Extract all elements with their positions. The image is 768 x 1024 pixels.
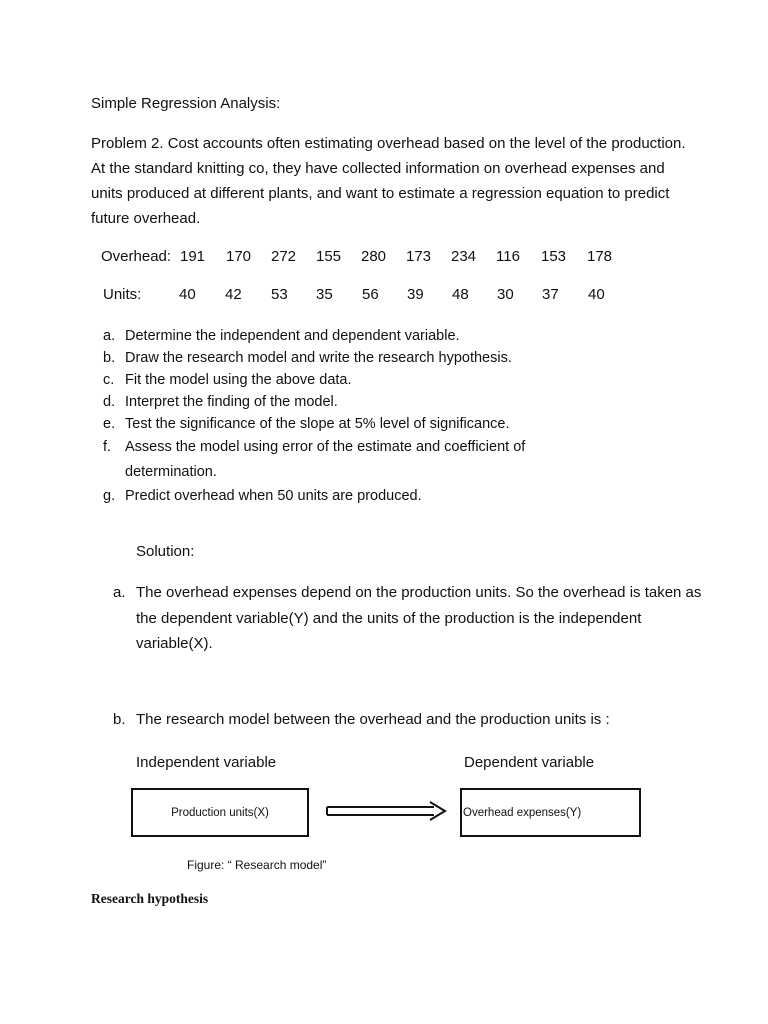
overhead-value: 191	[180, 248, 206, 265]
question-text: Draw the research model and write the research hypothesis.	[125, 350, 512, 366]
solution-label: Solution:	[136, 543, 195, 560]
question-text: Test the significance of the slope at 5% level of significance.	[125, 416, 510, 432]
arrow-right-icon	[326, 801, 448, 821]
independent-variable-box	[131, 788, 309, 837]
overhead-label: Overhead:	[101, 248, 172, 265]
overhead-value: 155	[316, 248, 342, 265]
overhead-value: 116	[496, 248, 520, 265]
units-value: 35	[316, 286, 333, 303]
overhead-value: 170	[226, 248, 252, 265]
list-item	[103, 369, 703, 391]
dependent-variable-box	[460, 788, 641, 837]
question-list	[103, 325, 703, 507]
list-marker: g.	[103, 488, 116, 504]
units-label: Units:	[103, 286, 142, 303]
list-item	[103, 485, 703, 507]
list-marker: c.	[103, 372, 115, 388]
overhead-value: 178	[587, 248, 613, 265]
answer-item	[113, 707, 703, 733]
units-value: 39	[407, 286, 424, 303]
question-text: Predict overhead when 50 units are produced.	[125, 488, 422, 504]
list-marker: e.	[103, 416, 116, 432]
units-value: 40	[588, 286, 605, 303]
problem-statement: Problem 2. Cost accounts often estimating overhead based on the level of the production. At the standard knitting co, they have collected information on overhead expenses and units produced at different plants, and want to estimate a regression equation to predict future overhead.	[91, 135, 686, 227]
research-hypothesis-heading: Research hypothesis	[91, 891, 209, 906]
page-heading: Simple Regression Analysis:	[91, 95, 281, 112]
dependent-variable-label: Dependent variable	[464, 754, 595, 771]
figure-caption: Figure: “ Research model”	[187, 858, 327, 872]
units-value: 53	[271, 286, 288, 303]
units-value: 30	[497, 286, 514, 303]
units-value: 48	[452, 286, 469, 303]
independent-box-text: Production units(X)	[171, 806, 269, 819]
question-text: Assess the model using error of the estimate and coefficient of	[125, 439, 526, 455]
answer-text: The overhead expenses depend on the production units. So the overhead is taken as the dependent variable(Y) and the units of the production is the independent variable(X).	[136, 584, 702, 652]
overhead-value: 272	[271, 248, 297, 265]
list-item	[103, 325, 703, 347]
dependent-box-text: Overhead expenses(Y)	[463, 806, 582, 819]
answer-marker: a.	[113, 584, 126, 601]
overhead-value: 173	[406, 248, 432, 265]
list-item	[103, 391, 703, 413]
list-item	[103, 435, 703, 485]
independent-variable-label: Independent variable	[136, 754, 277, 771]
question-text: Determine the independent and dependent variable.	[125, 328, 460, 344]
answer-marker: b.	[113, 711, 126, 728]
list-item	[103, 413, 703, 435]
overhead-value: 234	[451, 248, 477, 265]
list-marker: d.	[103, 394, 116, 410]
units-value: 42	[225, 286, 242, 303]
list-marker: b.	[103, 350, 116, 366]
overhead-value: 280	[361, 248, 387, 265]
answer-text: The research model between the overhead and the production units is :	[136, 711, 610, 728]
question-text-continued: determination.	[125, 464, 217, 480]
units-value: 37	[542, 286, 559, 303]
list-marker: a.	[103, 328, 116, 344]
question-text: Interpret the finding of the model.	[125, 394, 338, 410]
answer-item	[113, 580, 703, 657]
units-value: 40	[179, 286, 196, 303]
question-text: Fit the model using the above data.	[125, 372, 352, 388]
units-value: 56	[362, 286, 379, 303]
overhead-value: 153	[541, 248, 567, 265]
list-item	[103, 347, 703, 369]
list-marker: f.	[103, 439, 112, 455]
